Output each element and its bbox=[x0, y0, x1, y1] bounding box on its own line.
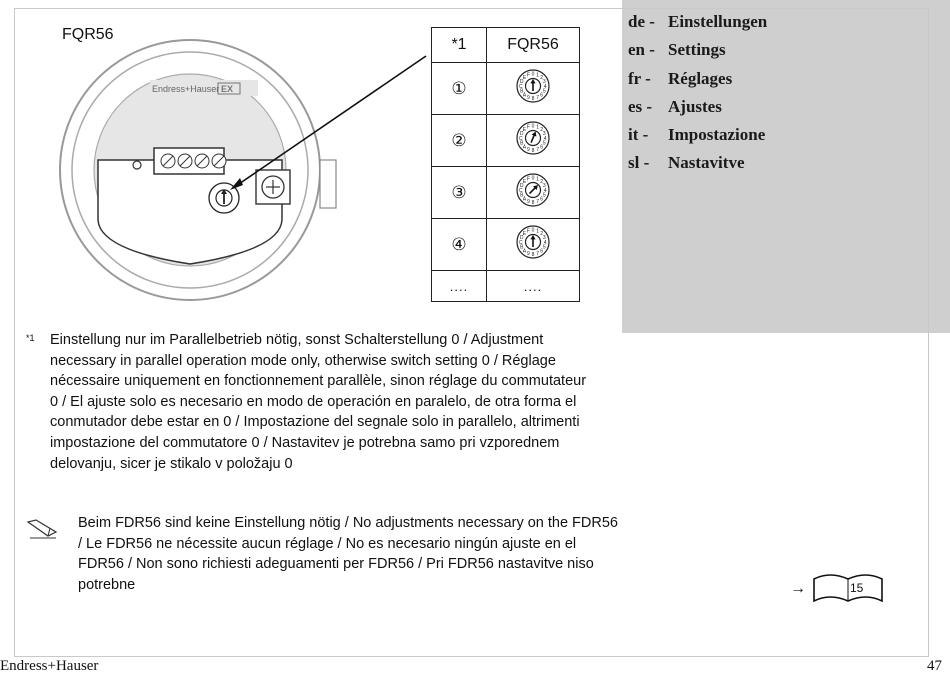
svg-text:5: 5 bbox=[542, 88, 546, 95]
svg-text:0: 0 bbox=[531, 71, 535, 78]
svg-text:9: 9 bbox=[526, 147, 530, 154]
svg-text:B: B bbox=[520, 140, 524, 147]
rotary-switch-icon bbox=[513, 66, 553, 106]
row-number: ④ bbox=[432, 219, 487, 271]
ex-mark: EX bbox=[221, 84, 234, 94]
language-label: Nastavitve bbox=[668, 153, 745, 173]
svg-text:7: 7 bbox=[536, 199, 540, 206]
svg-text:9: 9 bbox=[526, 199, 530, 206]
svg-text:3: 3 bbox=[542, 235, 546, 242]
svg-text:2: 2 bbox=[540, 179, 544, 186]
row-number: ③ bbox=[432, 167, 487, 219]
svg-text:3: 3 bbox=[542, 79, 546, 86]
svg-text:2: 2 bbox=[540, 75, 544, 82]
language-label: Réglages bbox=[668, 68, 733, 88]
switch-dial-cell bbox=[487, 63, 580, 115]
svg-text:B: B bbox=[520, 192, 524, 199]
svg-text:1: 1 bbox=[536, 228, 540, 235]
language-item bbox=[628, 121, 767, 149]
pencil-note-icon bbox=[26, 518, 60, 540]
table-header-row bbox=[432, 28, 580, 63]
svg-text:6: 6 bbox=[540, 144, 544, 151]
table-row bbox=[432, 271, 580, 302]
svg-text:F: F bbox=[526, 176, 530, 183]
row-number: ② bbox=[432, 115, 487, 167]
svg-text:C: C bbox=[518, 83, 523, 90]
svg-text:8: 8 bbox=[531, 148, 535, 154]
svg-text:7: 7 bbox=[536, 251, 540, 258]
svg-text:4: 4 bbox=[543, 187, 547, 194]
rotary-switch-icon bbox=[513, 118, 553, 158]
svg-text:5: 5 bbox=[542, 140, 546, 147]
svg-text:E: E bbox=[522, 75, 527, 82]
brand-label: Endress+Hauser bbox=[152, 84, 220, 94]
page-reference[interactable] bbox=[790, 573, 884, 605]
svg-text:2: 2 bbox=[540, 231, 544, 238]
language-code: es - bbox=[628, 96, 653, 116]
footnote-text: Einstellung nur im Parallelbetrieb nötig, sonst Schalterstellung 0 / Adjustment necessary in parallel operation mode only, otherwise switch setting 0 / Réglage nécessaire uniquement en fonctionnement parallèle, sinon réglage du commutateur 0 / El ajuste solo es necesario en modo de operación en paralelo, de otra forma el conmutador debe estar en 0 / Impostazione del segnale solo in parallelo, altrimenti impostazione del commutatore 0 / Nastavitev je potrebna samo pri vzporednem delovanju, sicer je stikalo v položaju 0 bbox=[50, 332, 587, 472]
language-code: sl - bbox=[628, 153, 650, 173]
svg-text:0: 0 bbox=[531, 175, 535, 182]
reference-page: 15 bbox=[850, 581, 864, 595]
svg-text:3: 3 bbox=[542, 131, 546, 138]
language-label: Settings bbox=[668, 40, 726, 60]
svg-text:E: E bbox=[522, 179, 527, 186]
svg-text:D: D bbox=[519, 131, 524, 138]
svg-text:0: 0 bbox=[531, 227, 535, 234]
svg-text:B: B bbox=[520, 244, 524, 251]
svg-text:3: 3 bbox=[542, 183, 546, 190]
arrow-right-icon: → bbox=[790, 580, 806, 597]
language-code: de - bbox=[628, 12, 655, 31]
device-title: FQR56 bbox=[62, 26, 114, 43]
switch-dial-cell bbox=[487, 167, 580, 219]
svg-text:4: 4 bbox=[543, 239, 547, 246]
svg-text:6: 6 bbox=[540, 92, 544, 99]
svg-text:E: E bbox=[522, 231, 527, 238]
language-label: Ajustes bbox=[668, 96, 722, 116]
svg-text:A: A bbox=[522, 248, 527, 255]
language-item bbox=[628, 149, 767, 177]
svg-text:D: D bbox=[519, 79, 524, 86]
table-header-footnote bbox=[432, 28, 487, 63]
svg-text:2: 2 bbox=[540, 127, 544, 134]
language-item bbox=[628, 36, 767, 64]
rotary-switch-icon bbox=[513, 170, 553, 210]
svg-text:8: 8 bbox=[531, 96, 535, 102]
svg-text:7: 7 bbox=[536, 147, 540, 154]
language-item bbox=[628, 65, 767, 93]
row-number: .... bbox=[432, 271, 487, 302]
footer-brand: Endress+Hauser bbox=[0, 658, 99, 674]
svg-text:B: B bbox=[520, 88, 524, 95]
device-illustration bbox=[40, 20, 440, 320]
switch-position-table bbox=[431, 27, 580, 302]
table-row bbox=[432, 63, 580, 115]
svg-text:9: 9 bbox=[526, 251, 530, 258]
language-code: fr - bbox=[628, 68, 651, 88]
language-code: en - bbox=[628, 40, 655, 60]
svg-text:C: C bbox=[518, 187, 523, 194]
table-row bbox=[432, 115, 580, 167]
svg-text:5: 5 bbox=[542, 192, 546, 199]
switch-dial-cell bbox=[487, 219, 580, 271]
svg-text:4: 4 bbox=[543, 83, 547, 90]
table-row bbox=[432, 167, 580, 219]
row-number: ① bbox=[432, 63, 487, 115]
svg-text:8: 8 bbox=[531, 252, 535, 258]
switch-setting-more: .... bbox=[487, 271, 580, 302]
svg-text:F: F bbox=[526, 124, 530, 131]
language-label: Impostazione bbox=[668, 125, 766, 145]
table-header-device: FQR56 bbox=[487, 28, 580, 63]
svg-text:1: 1 bbox=[536, 72, 540, 79]
switch-dial-cell bbox=[487, 115, 580, 167]
footnote-mark-text: *1 bbox=[26, 333, 35, 343]
svg-text:D: D bbox=[519, 183, 524, 190]
svg-text:0: 0 bbox=[531, 123, 535, 130]
svg-text:7: 7 bbox=[536, 95, 540, 102]
language-label: Einstellungen bbox=[668, 12, 768, 31]
language-item bbox=[628, 93, 767, 121]
svg-text:C: C bbox=[518, 135, 523, 142]
table-row bbox=[432, 219, 580, 271]
book-icon bbox=[812, 573, 884, 605]
svg-text:A: A bbox=[522, 196, 527, 203]
page-number: 47 bbox=[927, 658, 942, 674]
footnote-mark bbox=[26, 333, 35, 350]
svg-text:A: A bbox=[522, 144, 527, 151]
svg-text:A: A bbox=[522, 92, 527, 99]
language-code: it - bbox=[628, 125, 649, 145]
svg-text:4: 4 bbox=[543, 135, 547, 142]
language-list bbox=[628, 8, 767, 178]
svg-text:1: 1 bbox=[536, 124, 540, 131]
svg-text:E: E bbox=[522, 127, 527, 134]
svg-text:D: D bbox=[519, 235, 524, 242]
svg-text:5: 5 bbox=[542, 244, 546, 251]
svg-text:1: 1 bbox=[536, 176, 540, 183]
footnote-header-text: *1 bbox=[451, 36, 467, 53]
svg-text:6: 6 bbox=[540, 248, 544, 255]
svg-text:F: F bbox=[526, 228, 530, 235]
rotary-switch-icon bbox=[513, 222, 553, 262]
language-item bbox=[628, 8, 767, 36]
svg-text:8: 8 bbox=[531, 200, 535, 206]
svg-text:9: 9 bbox=[526, 95, 530, 102]
svg-text:6: 6 bbox=[540, 196, 544, 203]
svg-text:C: C bbox=[518, 239, 523, 246]
svg-text:F: F bbox=[526, 72, 530, 79]
note-text: Beim FDR56 sind keine Einstellung nötig / No adjustments necessary on the FDR56 / Le FDR56 ne nécessite aucun réglage / No es necesario ningún ajuste en el FDR56 / Non sono richiesti adeguamenti per FDR56 / Pri FDR56 nastavitve niso potrebne bbox=[78, 515, 618, 593]
